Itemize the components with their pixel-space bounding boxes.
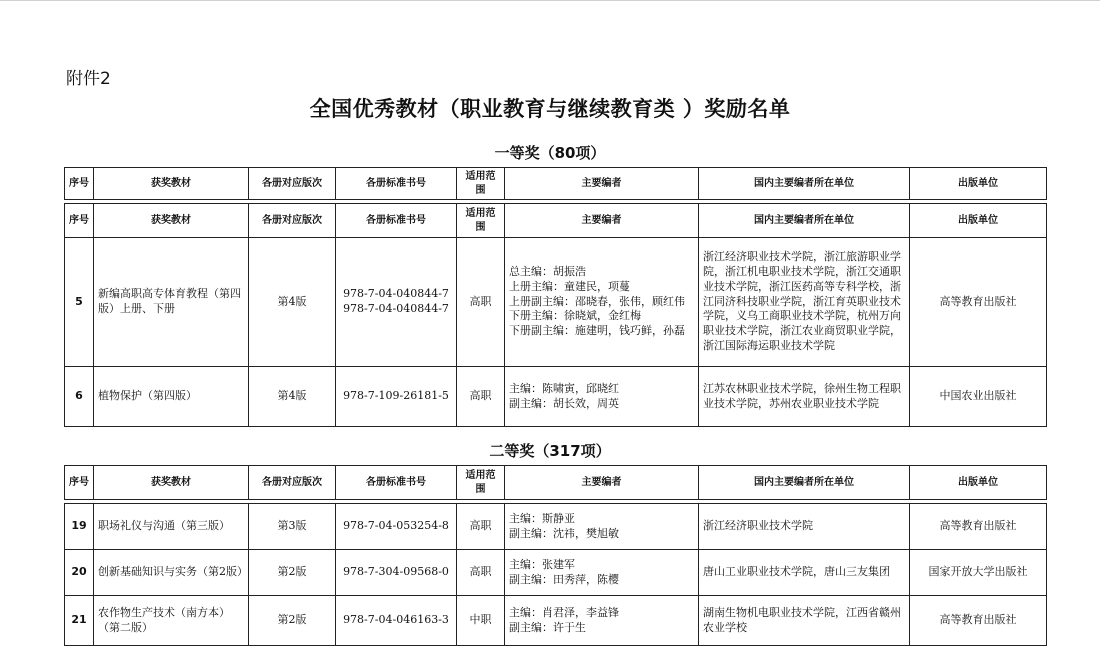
header-scope: 适用范围: [457, 204, 505, 238]
table-header-row: [65, 204, 1047, 238]
row-publisher: 高等教育出版社: [910, 238, 1047, 367]
header-isbn: 各册标准书号: [336, 204, 457, 238]
header-book: 获奖教材: [94, 466, 249, 500]
header-no: 序号: [65, 168, 94, 200]
editor-line: 下册主编：徐晓斌，金红梅: [509, 309, 641, 323]
row-publisher: 国家开放大学出版社: [910, 550, 1047, 596]
header-book: 获奖教材: [94, 204, 249, 238]
header-units: 国内主要编者所在单位: [699, 204, 910, 238]
row-isbn: [336, 596, 457, 646]
editor-line: 副主编：胡长效，周英: [509, 396, 619, 410]
header-no: 序号: [65, 204, 94, 238]
header-edition: 各册对应版次: [249, 466, 336, 500]
table-row: [65, 550, 1047, 596]
editor-line: 副主编：许于生: [509, 620, 586, 634]
table-row: [65, 367, 1047, 427]
editor-line: 总主编：胡振浩: [509, 264, 586, 278]
row-units: 浙江经济职业技术学院: [699, 504, 910, 550]
row-isbn: [336, 550, 457, 596]
header-units: 国内主要编者所在单位: [699, 466, 910, 500]
row-edition: 第2版: [249, 596, 336, 646]
table-header-row: [65, 466, 1047, 500]
row-publisher: 中国农业出版社: [910, 367, 1047, 427]
top-rule: [0, 0, 1100, 1]
row-no: 20: [65, 550, 94, 596]
row-book: 植物保护（第四版）: [94, 367, 249, 427]
header-scope: 适用范围: [457, 168, 505, 200]
row-scope: 高职: [457, 504, 505, 550]
row-scope: 高职: [457, 550, 505, 596]
editor-line: 主编：张建军: [509, 557, 575, 571]
table-header-row: [65, 168, 1047, 200]
row-publisher: 高等教育出版社: [910, 504, 1047, 550]
first-prize-table: [64, 203, 1047, 427]
row-editors: [505, 367, 699, 427]
header-scope: 适用范围: [457, 466, 505, 500]
header-isbn: 各册标准书号: [336, 466, 457, 500]
table-row: [65, 238, 1047, 367]
row-scope: 高职: [457, 238, 505, 367]
header-editors: 主要编者: [505, 466, 699, 500]
header-editors: 主要编者: [505, 204, 699, 238]
header-publisher: 出版单位: [910, 204, 1047, 238]
first-prize-title: 一等奖（80项）: [494, 144, 606, 162]
editor-line: 主编：肖君泽，李益锋: [509, 605, 619, 619]
table-row: [65, 596, 1047, 646]
header-editors: 主要编者: [505, 168, 699, 200]
isbn-line: 978-7-304-09568-0: [343, 565, 449, 579]
editor-line: 副主编：沈祎，樊旭敏: [509, 526, 619, 540]
row-isbn: [336, 367, 457, 427]
editor-line: 主编：陈啸寅，邱晓红: [509, 381, 619, 395]
row-units: 湖南生物机电职业技术学院，江西省赣州农业学校: [699, 596, 910, 646]
editor-line: 主编：斯静亚: [509, 511, 575, 525]
row-scope: 高职: [457, 367, 505, 427]
first-prize-header-table: [64, 167, 1047, 200]
row-editors: [505, 504, 699, 550]
attachment-label: 附件2: [66, 69, 111, 89]
row-no: 21: [65, 596, 94, 646]
header-publisher: 出版单位: [910, 466, 1047, 500]
second-prize-table: [64, 503, 1047, 646]
row-edition: 第3版: [249, 504, 336, 550]
header-edition: 各册对应版次: [249, 168, 336, 200]
row-isbn: [336, 238, 457, 367]
editor-line: 副主编：田秀萍，陈樱: [509, 572, 619, 586]
header-publisher: 出版单位: [910, 168, 1047, 200]
row-editors: [505, 238, 699, 367]
row-units: 江苏农林职业技术学院，徐州生物工程职业技术学院，苏州农业职业技术学院: [699, 367, 910, 427]
row-publisher: 高等教育出版社: [910, 596, 1047, 646]
row-edition: 第4版: [249, 238, 336, 367]
editor-line: 上册副主编：邵晓春，张伟，顾红伟: [509, 294, 685, 308]
row-book: 农作物生产技术（南方本）（第二版）: [94, 596, 249, 646]
table-row: [65, 504, 1047, 550]
row-book: 创新基础知识与实务（第2版）: [94, 550, 249, 596]
second-prize-title: 二等奖（317项）: [489, 442, 611, 460]
row-editors: [505, 550, 699, 596]
row-no: 6: [65, 367, 94, 427]
row-units: 浙江经济职业技术学院，浙江旅游职业学院，浙江机电职业技术学院，浙江交通职业技术学院，浙江医药高等专科学校，浙江同济科技职业学院，浙江育英职业技术学院，义乌工商职业技术学院，杭州万向职业技术学院，浙江农业商贸职业学院，浙江国际海运职业技术学院: [699, 238, 910, 367]
isbn-line: 978-7-04-040844-7: [343, 287, 449, 301]
second-prize-header-table: [64, 465, 1047, 500]
header-book: 获奖教材: [94, 168, 249, 200]
isbn-line: 978-7-109-26181-5: [343, 389, 449, 403]
row-isbn: [336, 504, 457, 550]
editor-line: 上册主编：童建民，项蔓: [509, 279, 630, 293]
row-editors: [505, 596, 699, 646]
row-book: 新编高职高专体育教程（第四版）上册、下册: [94, 238, 249, 367]
isbn-line: 978-7-04-040844-7: [343, 302, 449, 315]
header-edition: 各册对应版次: [249, 204, 336, 238]
document-title: 全国优秀教材（职业教育与继续教育类 ）奖励名单: [309, 97, 791, 121]
row-scope: 中职: [457, 596, 505, 646]
row-edition: 第2版: [249, 550, 336, 596]
editor-line: 下册副主编：施建明，钱巧鲜，孙磊: [509, 324, 685, 338]
row-no: 19: [65, 504, 94, 550]
isbn-line: 978-7-04-046163-3: [343, 613, 449, 627]
header-isbn: 各册标准书号: [336, 168, 457, 200]
row-edition: 第4版: [249, 367, 336, 427]
row-no: 5: [65, 238, 94, 367]
row-units: 唐山工业职业技术学院，唐山三友集团: [699, 550, 910, 596]
header-no: 序号: [65, 466, 94, 500]
row-book: 职场礼仪与沟通（第三版）: [94, 504, 249, 550]
isbn-line: 978-7-04-053254-8: [343, 519, 449, 533]
header-units: 国内主要编者所在单位: [699, 168, 910, 200]
